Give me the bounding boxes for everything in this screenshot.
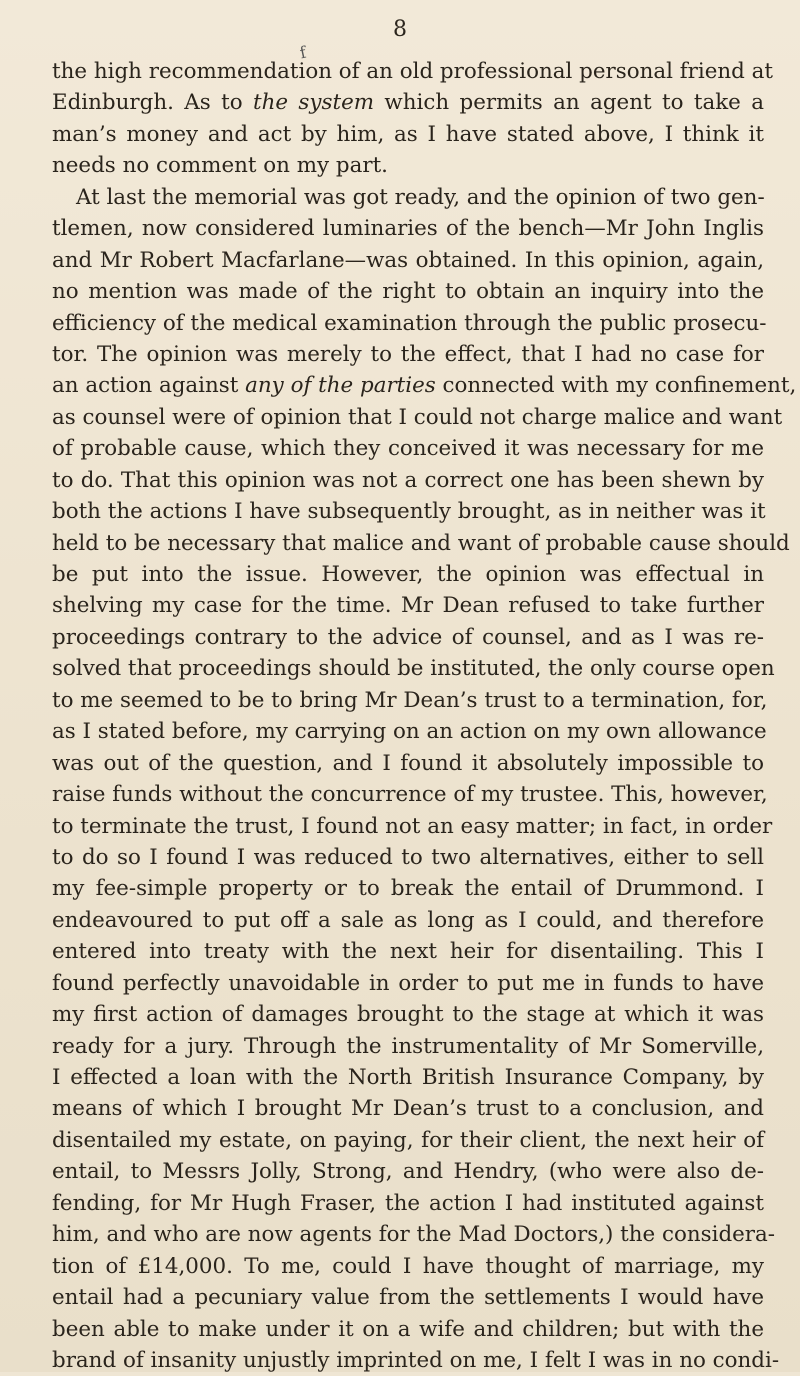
text-run: At last the memorial was got ready, and the opinion of two gen- [76, 184, 765, 210]
text-line-content [52, 873, 764, 904]
text-line-content [52, 748, 764, 779]
text-run: no mention was made of the right to obtain an inquiry into the [52, 279, 764, 305]
stray-mark: f [297, 42, 308, 63]
text-line-content [52, 1062, 764, 1093]
text-line [52, 1093, 764, 1124]
text-line-content [52, 811, 773, 842]
text-line-content [52, 276, 764, 307]
text-run: Edinburgh. As to [52, 90, 253, 116]
text-line [52, 1314, 764, 1345]
text-run: him, and who are now agents for the Mad Doctors,) the considera- [52, 1222, 776, 1248]
text-line-content [52, 905, 764, 936]
text-line [52, 87, 764, 118]
text-line-content [52, 842, 764, 873]
text-run: endeavoured to put off a sale as long as I could, and therefore [52, 907, 764, 933]
text-line [52, 433, 764, 464]
text-line [52, 999, 764, 1030]
text-line [52, 905, 764, 936]
text-line [52, 873, 764, 904]
text-line [52, 1125, 764, 1156]
text-line [52, 779, 768, 810]
text-run: as I stated before, my carrying on an action on my own allowance [52, 719, 767, 745]
text-line-content [52, 1219, 776, 1250]
text-run: the high recommendation of an old professional personal friend at [52, 59, 774, 84]
text-run: entail had a pecuniary value from the settlements I would have [52, 1285, 764, 1311]
text-run: proceedings contrary to the advice of counsel, and as I was re- [52, 624, 764, 650]
text-line [52, 308, 767, 339]
text-line [52, 1251, 764, 1282]
text-line-content [52, 1251, 764, 1282]
text-line-content [52, 559, 764, 590]
italic-run: the system [253, 90, 375, 116]
text-run: of probable cause, which they conceived it was necessary for me [52, 436, 764, 462]
text-run: my first action of damages brought to the stage at which it was [52, 1002, 764, 1028]
text-line-content [52, 153, 388, 178]
text-run: shelving my case for the time. Mr Dean refused to take further [52, 593, 764, 619]
text-line [52, 1219, 776, 1250]
text-line-content [52, 999, 764, 1030]
text-run: solved that proceedings should be instituted, the only course open [52, 656, 775, 682]
text-run: entail, to Messrs Jolly, Strong, and Hendry, (who were also de- [52, 1159, 764, 1185]
text-line-content [52, 213, 764, 244]
text-line-content [52, 968, 764, 999]
text-line-content [52, 1282, 764, 1313]
text-line [52, 119, 764, 150]
text-line-content [52, 653, 775, 684]
text-line-content [52, 119, 764, 150]
italic-run: any of the parties [245, 373, 436, 399]
text-run: which permits an agent to take a [374, 90, 764, 116]
text-run: found perfectly unavoidable in order to put me in funds to have [52, 970, 764, 996]
text-line-content [76, 182, 764, 213]
text-line-content [52, 528, 790, 559]
text-run: an action against [52, 373, 246, 399]
text-line-content [52, 1345, 780, 1376]
text-line [52, 590, 764, 621]
text-line-content [52, 308, 767, 339]
text-line [52, 496, 764, 527]
text-line [52, 936, 764, 967]
text-line [52, 465, 764, 496]
text-line [52, 1282, 764, 1313]
text-run: fending, for Mr Hugh Fraser, the action I had instituted against [52, 1190, 764, 1216]
text-run: brand of insanity unjustly imprinted on me, I felt I was in no condi- [52, 1347, 780, 1373]
text-line-content [52, 685, 768, 716]
text-run: be put into the issue. However, the opinion was effectual in [52, 562, 764, 587]
text-run: ready for a jury. Through the instrumentality of Mr Somerville, [52, 1033, 764, 1059]
text-run: tion of £14,000. To me, could I have thought of marriage, my [52, 1253, 764, 1279]
text-line-content [52, 622, 764, 653]
text-run: tlemen, now considered luminaries of the bench—Mr John Inglis [52, 216, 764, 242]
text-line [52, 716, 767, 747]
text-run: my fee-simple property or to break the entail of Drummond. I [52, 876, 764, 902]
text-line [52, 685, 768, 716]
text-line [52, 653, 775, 684]
text-run: was out of the question, and I found it absolutely impossible to [52, 750, 764, 776]
text-line [52, 245, 764, 276]
text-line [52, 339, 764, 370]
text-line [52, 213, 764, 244]
body-text [52, 56, 797, 1376]
text-line [52, 276, 764, 307]
text-run: I effected a loan with the North British Insurance Company, by [52, 1065, 764, 1090]
text-run: as counsel were of opinion that I could not charge malice and want [52, 404, 783, 430]
text-line-content [52, 465, 764, 496]
text-run: to me seemed to be to bring Mr Dean’s trust to a termination, for, [52, 687, 768, 713]
text-run: connected with my confinement, [435, 373, 797, 399]
text-line-content [52, 245, 764, 276]
text-run: and Mr Robert Macfarlane—was obtained. In this opinion, again, [52, 247, 764, 273]
text-line-content [52, 1031, 764, 1062]
text-run: raise funds without the concurrence of my trustee. This, however, [52, 782, 768, 808]
text-line [52, 182, 764, 213]
text-line-content [52, 779, 768, 810]
text-line-content [52, 1156, 764, 1187]
text-line [52, 622, 764, 653]
text-line-content [52, 402, 783, 433]
text-run: to do so I found I was reduced to two alternatives, either to sell [52, 844, 764, 870]
text-line [52, 56, 774, 87]
text-line-content [52, 936, 764, 967]
text-run: tor. The opinion was merely to the effect, that I had no case for [52, 341, 764, 367]
text-line [52, 528, 790, 559]
text-run: entered into treaty with the next heir for disentailing. This I [52, 939, 764, 965]
text-line-content [52, 56, 774, 87]
text-line-content [52, 433, 764, 464]
text-line [52, 842, 764, 873]
text-line-content [52, 1093, 764, 1124]
text-line [52, 1062, 764, 1093]
text-run: both the actions I have subsequently brought, as in neither was it [52, 499, 766, 525]
text-run: means of which I brought Mr Dean’s trust to a conclusion, and [52, 1096, 764, 1122]
text-run: man’s money and act by him, as I have stated above, I think it [52, 121, 764, 147]
text-line-content [52, 1314, 764, 1345]
text-line [52, 559, 764, 590]
text-run: held to be necessary that malice and want of probable cause should [52, 530, 790, 556]
text-line [52, 1031, 764, 1062]
text-run: to terminate the trust, I found not an easy matter; in fact, in order [52, 813, 773, 839]
text-line-content [52, 87, 764, 118]
page-number: 8 [393, 17, 407, 42]
text-line [52, 811, 773, 842]
text-line-content [52, 590, 764, 621]
text-line [52, 1345, 780, 1376]
text-line-content [52, 1125, 764, 1156]
text-line-content [52, 370, 797, 401]
text-run: to do. That this opinion was not a correct one has been shewn by [52, 467, 764, 493]
text-line [52, 402, 783, 433]
text-run: needs no comment on my part. [52, 153, 388, 179]
text-run: disentailed my estate, on paying, for their client, the next heir of [52, 1127, 764, 1153]
text-line-content [52, 496, 764, 527]
text-run: efficiency of the medical examination through the public prosecu- [52, 310, 767, 336]
text-run: been able to make under it on a wife and children; but with the [52, 1316, 764, 1342]
text-line-content [52, 716, 767, 747]
text-line [52, 150, 764, 181]
text-line [52, 370, 797, 401]
text-line [52, 968, 764, 999]
text-line [52, 748, 764, 779]
text-line [52, 1156, 764, 1187]
text-line-content [52, 1188, 764, 1219]
text-line [52, 1188, 764, 1219]
text-line-content [52, 339, 764, 370]
